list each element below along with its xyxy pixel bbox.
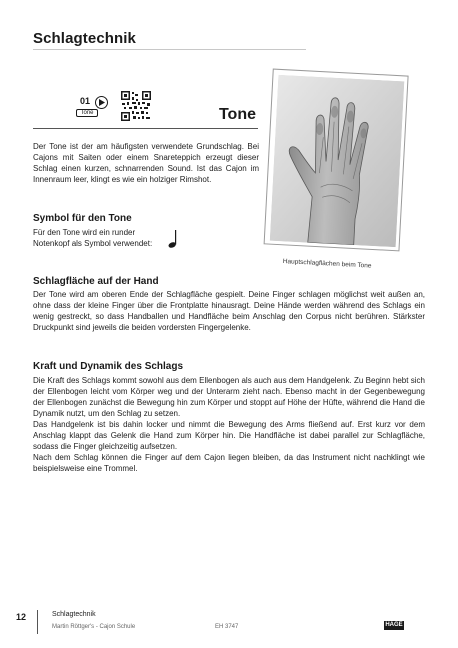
quarter-note-icon	[167, 229, 179, 249]
section-heading-force: Kraft und Dynamik des Schlags	[33, 361, 184, 372]
footer-edition-code: EH 3747	[215, 624, 239, 630]
symbol-heading: Symbol für den Tone	[33, 213, 132, 224]
page-number: 12	[16, 612, 27, 622]
track-number: 01	[80, 96, 91, 106]
footer-divider	[37, 610, 38, 634]
footer-book-title: Martin Röttger's - Cajon Schule	[52, 624, 136, 630]
footer-chapter: Schlagtechnik	[52, 611, 96, 618]
play-icon[interactable]	[95, 96, 108, 109]
photo-frame	[264, 69, 409, 252]
tone-divider	[33, 128, 258, 129]
title-divider	[33, 49, 306, 50]
hand-illustration	[270, 75, 405, 247]
symbol-text-line-2: Notenkopf als Symbol verwendet:	[33, 239, 153, 248]
audio-track-badge[interactable]	[76, 96, 116, 118]
force-paragraph-2: Das Handgelenk ist bis dahin locker und nimmt die Bewegung des Arms fließend auf. Erst kurz vor dem Anschlag klappt das Gelenk die Hand zum Körper hin. Die Handfläche ist dabei parallel zur Schlagfläche, sodass die Finger gleichzeitig aufsetzen.	[33, 420, 425, 451]
qr-code-icon[interactable]	[121, 91, 151, 121]
page-title: Schlagtechnik	[33, 30, 136, 47]
symbol-text-line-1: Für den Tone wird ein runder	[33, 228, 136, 237]
force-paragraph-1: Die Kraft des Schlags kommt sowohl aus dem Ellenbogen als auch aus dem Handgelenk. Zu Beginn hebt sich der Ellenbogen leicht vom Körper weg und der Unterarm zieht nach. Ebenso macht in der Gegenbewegung der Ellenbogen zunächst die Bewegung hin zum Körper und stoppt auf Höhe der Hüfte, während die Hand die Dynamik nutzt, um den Schlag zu setzen.	[33, 376, 425, 418]
track-tag: Tone	[76, 109, 98, 117]
force-text	[33, 375, 425, 474]
hand-photo	[263, 69, 410, 256]
tone-intro-text: Der Tone ist der am häufigsten verwendete Grundschlag. Bei Cajons mit Saiten oder einem Snareteppich erzeugt dieser Schlag einen kurzen, schnarrenden Sound. Ist das Cajon im Innenraum leer, klingt es wie ein holziger Rimshot.	[33, 142, 259, 184]
publisher-logo: HAGE	[385, 622, 403, 628]
force-paragraph-3: Nach dem Schlag können die Finger auf dem Cajon liegen bleiben, da das Instrument nicht nachklingt wie beispielsweise eine Trommel.	[33, 453, 425, 473]
section-heading-tone: Tone	[218, 106, 256, 123]
photo-caption: Hauptschlagflächen beim Tone	[282, 258, 372, 270]
section-heading-hand-area: Schlagfläche auf der Hand	[33, 276, 159, 287]
hand-area-text: Der Tone wird am oberen Ende der Schlagfläche gespielt. Deine Finger schlagen möglichst weit außen an, ohne dass der kleine Finger über die Frontplatte hinausragt. Deine Hände werden während des Schlags ein wenig gestreckt, so dass Handballen und Handfläche beim Anschlag den Corpus nicht berühren. Stärkster Druckpunkt sind jeweils die beiden vordersten Fingergelenke.	[33, 290, 425, 332]
